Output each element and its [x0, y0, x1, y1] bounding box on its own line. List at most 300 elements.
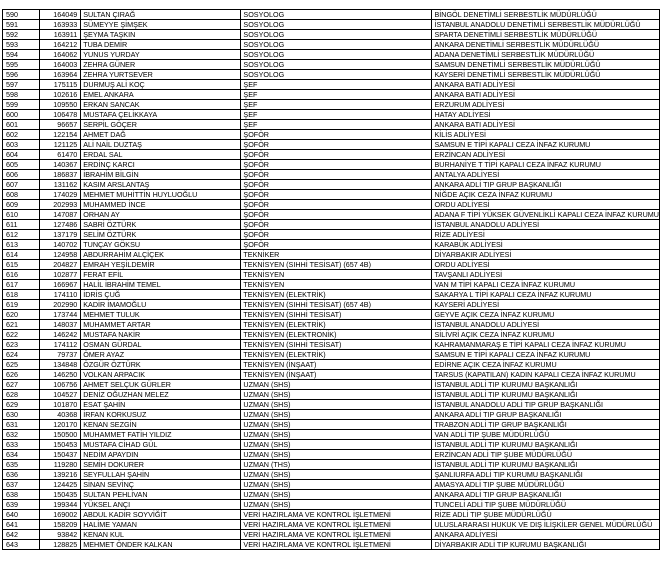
job-title-cell: VERİ HAZIRLAMA VE KONTROL İŞLETMENİ — [241, 540, 432, 550]
table-row — [3, 220, 660, 230]
row-number-cell: 621 — [3, 320, 40, 330]
row-number-cell: 643 — [3, 540, 40, 550]
registry-number-cell: 163933 — [39, 20, 80, 30]
registry-number-cell: 174112 — [39, 340, 80, 350]
table-row — [3, 270, 660, 280]
assigned-unit-cell: RİZE ADLİ TIP ŞUBE MÜDÜRLÜĞÜ — [432, 510, 660, 520]
registry-number-cell: 106756 — [39, 380, 80, 390]
full-name-cell: YUNUS YURDAY — [81, 50, 241, 60]
table-row — [3, 440, 660, 450]
row-number-cell: 638 — [3, 490, 40, 500]
full-name-cell: HALİME YAMAN — [81, 520, 241, 530]
table-row — [3, 330, 660, 340]
job-title-cell: SOSYOLOG — [241, 10, 432, 20]
table-row — [3, 150, 660, 160]
row-number-cell: 607 — [3, 180, 40, 190]
table-row — [3, 460, 660, 470]
registry-number-cell: 202993 — [39, 200, 80, 210]
assigned-unit-cell: ANTALYA ADLİYESİ — [432, 170, 660, 180]
assigned-unit-cell: HATAY ADLİYESİ — [432, 110, 660, 120]
full-name-cell: MUHAMMED İNCE — [81, 200, 241, 210]
job-title-cell: TEKNİSYEN (SIHHİ TESİSAT) — [241, 310, 432, 320]
job-title-cell: ŞEF — [241, 90, 432, 100]
row-number-cell: 608 — [3, 190, 40, 200]
job-title-cell: VERİ HAZIRLAMA VE KONTROL İŞLETMENİ — [241, 520, 432, 530]
full-name-cell: MEHMET TULUK — [81, 310, 241, 320]
full-name-cell: SİNAN SEVİNÇ — [81, 480, 241, 490]
full-name-cell: ZEHRA GÜNER — [81, 60, 241, 70]
assigned-unit-cell: SAMSUN DENETİMLİ SERBESTLİK MÜDÜRLÜĞÜ — [432, 60, 660, 70]
full-name-cell: SULTAN PEHLİVAN — [81, 490, 241, 500]
row-number-cell: 629 — [3, 400, 40, 410]
assigned-unit-cell: SAMSUN E TİPİ KAPALI CEZA İNFAZ KURUMU — [432, 350, 660, 360]
assigned-unit-cell: İSTANBUL ANADOLU ADLİYESİ — [432, 220, 660, 230]
row-number-cell: 601 — [3, 120, 40, 130]
row-number-cell: 624 — [3, 350, 40, 360]
table-row — [3, 500, 660, 510]
job-title-cell: ŞEF — [241, 120, 432, 130]
registry-number-cell: 121125 — [39, 140, 80, 150]
job-title-cell: UZMAN (SHS) — [241, 420, 432, 430]
full-name-cell: AHMET SELÇUK GÜRLER — [81, 380, 241, 390]
row-number-cell: 630 — [3, 410, 40, 420]
full-name-cell: İRFAN KORKUSUZ — [81, 410, 241, 420]
assigned-unit-cell: ANKARA BATI ADLİYESİ — [432, 120, 660, 130]
row-number-cell: 600 — [3, 110, 40, 120]
job-title-cell: TEKNİSYEN — [241, 280, 432, 290]
assigned-unit-cell: KAHRAMANMARAŞ E TİPİ KAPALI CEZA İNFAZ KURUMU — [432, 340, 660, 350]
assigned-unit-cell: ADANA F TİPİ YÜKSEK GÜVENLİKLİ KAPALI CEZA İNFAZ KURUMU — [432, 210, 660, 220]
job-title-cell: TEKNİSYEN (ELEKTRİK) — [241, 290, 432, 300]
full-name-cell: İBRAHİM BİLGİN — [81, 170, 241, 180]
table-row — [3, 390, 660, 400]
row-number-cell: 610 — [3, 210, 40, 220]
table-row — [3, 190, 660, 200]
registry-number-cell: 186837 — [39, 170, 80, 180]
full-name-cell: MUSTAFA ÇELİKKAYA — [81, 110, 241, 120]
registry-number-cell: 96657 — [39, 120, 80, 130]
assigned-unit-cell: İSTANBUL ADLİ TIP KURUMU BAŞKANLIĞI — [432, 440, 660, 450]
job-title-cell: SOSYOLOG — [241, 60, 432, 70]
table-row — [3, 140, 660, 150]
table-row — [3, 430, 660, 440]
registry-number-cell: 150453 — [39, 440, 80, 450]
row-number-cell: 627 — [3, 380, 40, 390]
job-title-cell: ŞOFÖR — [241, 220, 432, 230]
row-number-cell: 632 — [3, 430, 40, 440]
job-title-cell: UZMAN (SHS) — [241, 470, 432, 480]
full-name-cell: ABDUL KADİR SOYVİĞİT — [81, 510, 241, 520]
assigned-unit-cell: RİZE ADLİYESİ — [432, 230, 660, 240]
row-number-cell: 633 — [3, 440, 40, 450]
registry-number-cell: 61470 — [39, 150, 80, 160]
job-title-cell: TEKNİSYEN (İNŞAAT) — [241, 360, 432, 370]
table-row — [3, 170, 660, 180]
registry-number-cell: 140367 — [39, 160, 80, 170]
job-title-cell: VERİ HAZIRLAMA VE KONTROL İŞLETMENİ — [241, 530, 432, 540]
row-number-cell: 609 — [3, 200, 40, 210]
full-name-cell: ZEHRA YURTSEVER — [81, 70, 241, 80]
registry-number-cell: 106478 — [39, 110, 80, 120]
assigned-unit-cell: VAN ADLİ TIP ŞUBE MÜDÜRLÜĞÜ — [432, 430, 660, 440]
registry-number-cell: 128825 — [39, 540, 80, 550]
table-row — [3, 380, 660, 390]
full-name-cell: MEHMET MUHİTTİN HUYLUOĞLU — [81, 190, 241, 200]
assigned-unit-cell: İSTANBUL ANADOLU ADLİYESİ — [432, 320, 660, 330]
job-title-cell: TEKNİSYEN (İNŞAAT) — [241, 370, 432, 380]
registry-number-cell: 150437 — [39, 450, 80, 460]
registry-number-cell: 148037 — [39, 320, 80, 330]
assigned-unit-cell: İSTANBUL ADLİ TIP KURUMU BAŞKANLIĞI — [432, 380, 660, 390]
assigned-unit-cell: ANKARA BATI ADLİYESİ — [432, 90, 660, 100]
job-title-cell: UZMAN (SHS) — [241, 500, 432, 510]
registry-number-cell: 102616 — [39, 90, 80, 100]
row-number-cell: 640 — [3, 510, 40, 520]
full-name-cell: ESAT ŞAHİN — [81, 400, 241, 410]
job-title-cell: UZMAN (SHS) — [241, 490, 432, 500]
table-row — [3, 240, 660, 250]
row-number-cell: 631 — [3, 420, 40, 430]
row-number-cell: 611 — [3, 220, 40, 230]
assigned-unit-cell: ADANA DENETİMLİ SERBESTLİK MÜDÜRLÜĞÜ — [432, 50, 660, 60]
job-title-cell: ŞOFÖR — [241, 170, 432, 180]
assigned-unit-cell: ANKARA BATI ADLİYESİ — [432, 80, 660, 90]
row-number-cell: 615 — [3, 260, 40, 270]
assigned-unit-cell: ERZURUM ADLİYESİ — [432, 100, 660, 110]
registry-number-cell: 122154 — [39, 130, 80, 140]
registry-number-cell: 119280 — [39, 460, 80, 470]
row-number-cell: 596 — [3, 70, 40, 80]
table-row — [3, 450, 660, 460]
row-number-cell: 626 — [3, 370, 40, 380]
table-row — [3, 360, 660, 370]
table-row — [3, 280, 660, 290]
table-row — [3, 40, 660, 50]
table-row — [3, 100, 660, 110]
row-number-cell: 634 — [3, 450, 40, 460]
registry-number-cell: 147087 — [39, 210, 80, 220]
assigned-unit-cell: ULUSLARARASI HUKUK VE DIŞ İLİŞKİLER GENEL MÜDÜRLÜĞÜ — [432, 520, 660, 530]
row-number-cell: 602 — [3, 130, 40, 140]
job-title-cell: ŞOFÖR — [241, 140, 432, 150]
assigned-unit-cell: ORDU ADLİYESİ — [432, 200, 660, 210]
job-title-cell: TEKNİSYEN (ELEKTRONİK) — [241, 330, 432, 340]
row-number-cell: 614 — [3, 250, 40, 260]
assigned-unit-cell: KARABÜK ADLİYESİ — [432, 240, 660, 250]
assigned-unit-cell: AMASYA ADLİ TIP ŞUBE MÜDÜRLÜĞÜ — [432, 480, 660, 490]
job-title-cell: UZMAN (SHS) — [241, 400, 432, 410]
job-title-cell: ŞOFÖR — [241, 190, 432, 200]
job-title-cell: UZMAN (SHS) — [241, 430, 432, 440]
job-title-cell: UZMAN (SHS) — [241, 380, 432, 390]
registry-number-cell: 102877 — [39, 270, 80, 280]
assigned-unit-cell: DİYARBAKIR ADLİ TIP KURUMU BAŞKANLIĞI — [432, 540, 660, 550]
row-number-cell: 639 — [3, 500, 40, 510]
row-number-cell: 617 — [3, 280, 40, 290]
job-title-cell: ŞEF — [241, 80, 432, 90]
full-name-cell: OSMAN GÜRDAL — [81, 340, 241, 350]
full-name-cell: SEMİH DOKURER — [81, 460, 241, 470]
assigned-unit-cell: SAMSUN E TİPİ KAPALI CEZA İNFAZ KURUMU — [432, 140, 660, 150]
row-number-cell: 604 — [3, 150, 40, 160]
assigned-unit-cell: TAVŞANLI ADLİYESİ — [432, 270, 660, 280]
job-title-cell: ŞOFÖR — [241, 210, 432, 220]
assigned-unit-cell: ANKARA ADLİ TIP GRUP BAŞKANLIĞI — [432, 410, 660, 420]
row-number-cell: 620 — [3, 310, 40, 320]
registry-number-cell: 120170 — [39, 420, 80, 430]
full-name-cell: İDRİS ÇUĞ — [81, 290, 241, 300]
full-name-cell: KENAN SEZGİN — [81, 420, 241, 430]
job-title-cell: UZMAN (THS) — [241, 460, 432, 470]
row-number-cell: 603 — [3, 140, 40, 150]
full-name-cell: ERDİNÇ KARCI — [81, 160, 241, 170]
job-title-cell: ŞEF — [241, 100, 432, 110]
row-number-cell: 593 — [3, 40, 40, 50]
table-row — [3, 80, 660, 90]
full-name-cell: ŞEYMA TAŞKIN — [81, 30, 241, 40]
registry-number-cell: 140702 — [39, 240, 80, 250]
full-name-cell: ÖZGÜR ÖZTÜRK — [81, 360, 241, 370]
assigned-unit-cell: ANKARA ADLİ TIP GRUP BAŞKANLIĞI — [432, 490, 660, 500]
full-name-cell: YÜKSEL ANÇI — [81, 500, 241, 510]
row-number-cell: 616 — [3, 270, 40, 280]
table-row — [3, 290, 660, 300]
assigned-unit-cell: ANKARA DENETİMLİ SERBESTLİK MÜDÜRLÜĞÜ — [432, 40, 660, 50]
row-number-cell: 636 — [3, 470, 40, 480]
table-row — [3, 20, 660, 30]
assigned-unit-cell: ŞANLIURFA ADLİ TIP KURUMU BAŞKANLIĞI — [432, 470, 660, 480]
registry-number-cell: 173744 — [39, 310, 80, 320]
registry-number-cell: 163964 — [39, 70, 80, 80]
assigned-unit-cell: EDİRNE AÇIK CEZA İNFAZ KURUMU — [432, 360, 660, 370]
full-name-cell: MUHAMMET FATİH YILDIZ — [81, 430, 241, 440]
assigned-unit-cell: VAN M TİPİ KAPALI CEZA İNFAZ KURUMU — [432, 280, 660, 290]
row-number-cell: 618 — [3, 290, 40, 300]
table-row — [3, 30, 660, 40]
assigned-unit-cell: ANKARA ADLİ TIP GRUP BAŞKANLIĞI — [432, 180, 660, 190]
table-row — [3, 400, 660, 410]
row-number-cell: 598 — [3, 90, 40, 100]
registry-number-cell: 131162 — [39, 180, 80, 190]
registry-number-cell: 124425 — [39, 480, 80, 490]
registry-number-cell: 124958 — [39, 250, 80, 260]
table-row — [3, 310, 660, 320]
assigned-unit-cell: ERZİNCAN ADLİ TIP ŞUBE MÜDÜRLÜĞÜ — [432, 450, 660, 460]
table-row — [3, 70, 660, 80]
registry-number-cell: 163911 — [39, 30, 80, 40]
row-number-cell: 641 — [3, 520, 40, 530]
full-name-cell: DENİZ OĞUZHAN MELEZ — [81, 390, 241, 400]
row-number-cell: 592 — [3, 30, 40, 40]
full-name-cell: MUSTAFA NAKİR — [81, 330, 241, 340]
row-number-cell: 613 — [3, 240, 40, 250]
full-name-cell: SÜMEYYE ŞİMŞEK — [81, 20, 241, 30]
full-name-cell: NEDİM APAYDIN — [81, 450, 241, 460]
job-title-cell: UZMAN (SHS) — [241, 410, 432, 420]
full-name-cell: EMEL ANKARA — [81, 90, 241, 100]
row-number-cell: 622 — [3, 330, 40, 340]
row-number-cell: 623 — [3, 340, 40, 350]
assigned-unit-cell: NİĞDE AÇIK CEZA İNFAZ KURUMU — [432, 190, 660, 200]
job-title-cell: ŞOFÖR — [241, 130, 432, 140]
job-title-cell: SOSYOLOG — [241, 40, 432, 50]
assigned-unit-cell: BURHANİYE T TİPİ KAPALI CEZA İNFAZ KURUMU — [432, 160, 660, 170]
registry-number-cell: 127486 — [39, 220, 80, 230]
row-number-cell: 606 — [3, 170, 40, 180]
row-number-cell: 590 — [3, 10, 40, 20]
table-row — [3, 120, 660, 130]
registry-number-cell: 150435 — [39, 490, 80, 500]
row-number-cell: 628 — [3, 390, 40, 400]
assigned-unit-cell: ORDU ADLİYESİ — [432, 260, 660, 270]
full-name-cell: SERPİL GÖÇER — [81, 120, 241, 130]
registry-number-cell: 169002 — [39, 510, 80, 520]
row-number-cell: 597 — [3, 80, 40, 90]
full-name-cell: KASIM ARSLANTAŞ — [81, 180, 241, 190]
full-name-cell: ORHAN AY — [81, 210, 241, 220]
full-name-cell: VOLKAN ARPACIK — [81, 370, 241, 380]
assigned-unit-cell: SAKARYA L TİPİ KAPALI CEZA İNFAZ KURUMU — [432, 290, 660, 300]
table-row — [3, 200, 660, 210]
job-title-cell: ŞOFÖR — [241, 150, 432, 160]
table-row — [3, 10, 660, 20]
job-title-cell: SOSYOLOG — [241, 50, 432, 60]
table-body — [3, 10, 660, 550]
assigned-unit-cell: KAYSERİ ADLİYESİ — [432, 300, 660, 310]
row-number-cell: 591 — [3, 20, 40, 30]
full-name-cell: ABDURRAHİM ALÇİÇEK — [81, 250, 241, 260]
job-title-cell: UZMAN (SHS) — [241, 480, 432, 490]
full-name-cell: MUSTAFA CİHAD GÜL — [81, 440, 241, 450]
assigned-unit-cell: TUNCELİ ADLİ TIP ŞUBE MÜDÜRLÜĞÜ — [432, 500, 660, 510]
full-name-cell: SULTAN ÇIRAĞ — [81, 10, 241, 20]
full-name-cell: MEHMET ÖNDER KALKAN — [81, 540, 241, 550]
table-row — [3, 320, 660, 330]
full-name-cell: SABRİ ÖZTÜRK — [81, 220, 241, 230]
assigned-unit-cell: İSTANBUL ANADOLU ADLİ TIP GRUP BAŞKANLIĞI — [432, 400, 660, 410]
table-row — [3, 520, 660, 530]
assigned-unit-cell: GEYVE AÇIK CEZA İNFAZ KURUMU — [432, 310, 660, 320]
job-title-cell: ŞOFÖR — [241, 160, 432, 170]
assigned-unit-cell: ANKARA ADLİYESİ — [432, 530, 660, 540]
assigned-unit-cell: KAYSERİ DENETİMLİ SERBESTLİK MÜDÜRLÜĞÜ — [432, 70, 660, 80]
job-title-cell: SOSYOLOG — [241, 30, 432, 40]
job-title-cell: ŞOFÖR — [241, 240, 432, 250]
job-title-cell: TEKNİSYEN (SIHHİ TESİSAT) — [241, 340, 432, 350]
row-number-cell: 619 — [3, 300, 40, 310]
row-number-cell: 594 — [3, 50, 40, 60]
table-row — [3, 250, 660, 260]
table-row — [3, 350, 660, 360]
table-row — [3, 300, 660, 310]
table-row — [3, 510, 660, 520]
row-number-cell: 635 — [3, 460, 40, 470]
assigned-unit-cell: SPARTA DENETİMLİ SERBESTLİK MÜDÜRLÜĞÜ — [432, 30, 660, 40]
table-row — [3, 210, 660, 220]
full-name-cell: MUHAMMET ARTAR — [81, 320, 241, 330]
assigned-unit-cell: TARSUS (KAPATILAN) KADIN KAPALI CEZA İNFAZ KURUMU — [432, 370, 660, 380]
row-number-cell: 605 — [3, 160, 40, 170]
job-title-cell: TEKNİSYEN (SIHHİ TESİSAT) (657 4B) — [241, 260, 432, 270]
registry-number-cell: 134848 — [39, 360, 80, 370]
registry-number-cell: 101870 — [39, 400, 80, 410]
registry-number-cell: 174029 — [39, 190, 80, 200]
registry-number-cell: 137179 — [39, 230, 80, 240]
row-number-cell: 612 — [3, 230, 40, 240]
registry-number-cell: 93842 — [39, 530, 80, 540]
job-title-cell: TEKNİSYEN (ELEKTRİK) — [241, 350, 432, 360]
assigned-unit-cell: SİLİVRİ AÇIK CEZA İNFAZ KURUMU — [432, 330, 660, 340]
table-row — [3, 260, 660, 270]
job-title-cell: ŞOFÖR — [241, 230, 432, 240]
registry-number-cell: 150500 — [39, 430, 80, 440]
full-name-cell: ERDAL SAL — [81, 150, 241, 160]
registry-number-cell: 40368 — [39, 410, 80, 420]
table-row — [3, 480, 660, 490]
assigned-unit-cell: DİYARBAKIR ADLİYESİ — [432, 250, 660, 260]
full-name-cell: KENAN KUL — [81, 530, 241, 540]
row-number-cell: 625 — [3, 360, 40, 370]
table-row — [3, 370, 660, 380]
registry-number-cell: 104527 — [39, 390, 80, 400]
job-title-cell: ŞOFÖR — [241, 200, 432, 210]
job-title-cell: UZMAN (SHS) — [241, 450, 432, 460]
full-name-cell: ÖMER AYAZ — [81, 350, 241, 360]
job-title-cell: ŞOFÖR — [241, 180, 432, 190]
registry-number-cell: 202990 — [39, 300, 80, 310]
table-row — [3, 420, 660, 430]
table-row — [3, 90, 660, 100]
job-title-cell: TEKNİSYEN (SIHHİ TESİSAT) (657 4B) — [241, 300, 432, 310]
job-title-cell: UZMAN (SHS) — [241, 390, 432, 400]
registry-number-cell: 146242 — [39, 330, 80, 340]
assigned-unit-cell: TRABZON ADLİ TIP GRUP BAŞKANLIĞI — [432, 420, 660, 430]
job-title-cell: TEKNİSYEN — [241, 270, 432, 280]
assigned-unit-cell: KİLİS ADLİYESİ — [432, 130, 660, 140]
job-title-cell: SOSYOLOG — [241, 20, 432, 30]
table-row — [3, 230, 660, 240]
table-row — [3, 490, 660, 500]
assigned-unit-cell: BİNGÖL DENETİMLİ SERBESTLİK MÜDÜRLÜĞÜ — [432, 10, 660, 20]
registry-number-cell: 166967 — [39, 280, 80, 290]
assigned-unit-cell: İSTANBUL ADLİ TIP KURUMU BAŞKANLIĞI — [432, 390, 660, 400]
assigned-unit-cell: İSTANBUL ADLİ TIP KURUMU BAŞKANLIĞI — [432, 460, 660, 470]
row-number-cell: 642 — [3, 530, 40, 540]
full-name-cell: AHMET DAĞ — [81, 130, 241, 140]
full-name-cell: KADİR İMAMOĞLU — [81, 300, 241, 310]
registry-number-cell: 164049 — [39, 10, 80, 20]
personnel-list-table — [2, 9, 660, 550]
full-name-cell: DURMUŞ ALİ KOÇ — [81, 80, 241, 90]
assigned-unit-cell: ERZİNCAN ADLİYESİ — [432, 150, 660, 160]
full-name-cell: HALİL İBRAHİM TEMEL — [81, 280, 241, 290]
job-title-cell: VERİ HAZIRLAMA VE KONTROL İŞLETMENİ — [241, 510, 432, 520]
assigned-unit-cell: İSTANBUL ANADOLU DENETİMLİ SERBESTLİK MÜDÜRLÜĞÜ — [432, 20, 660, 30]
row-number-cell: 595 — [3, 60, 40, 70]
table-row — [3, 160, 660, 170]
table-row — [3, 340, 660, 350]
job-title-cell: TEKNİSYEN (ELEKTRİK) — [241, 320, 432, 330]
full-name-cell: SEYFULLAH ŞAHİN — [81, 470, 241, 480]
table-row — [3, 110, 660, 120]
registry-number-cell: 158209 — [39, 520, 80, 530]
table-row — [3, 410, 660, 420]
full-name-cell: TUNÇAY GÖKSU — [81, 240, 241, 250]
job-title-cell: SOSYOLOG — [241, 70, 432, 80]
registry-number-cell: 204827 — [39, 260, 80, 270]
table-row — [3, 180, 660, 190]
full-name-cell: FERAT EFİL — [81, 270, 241, 280]
